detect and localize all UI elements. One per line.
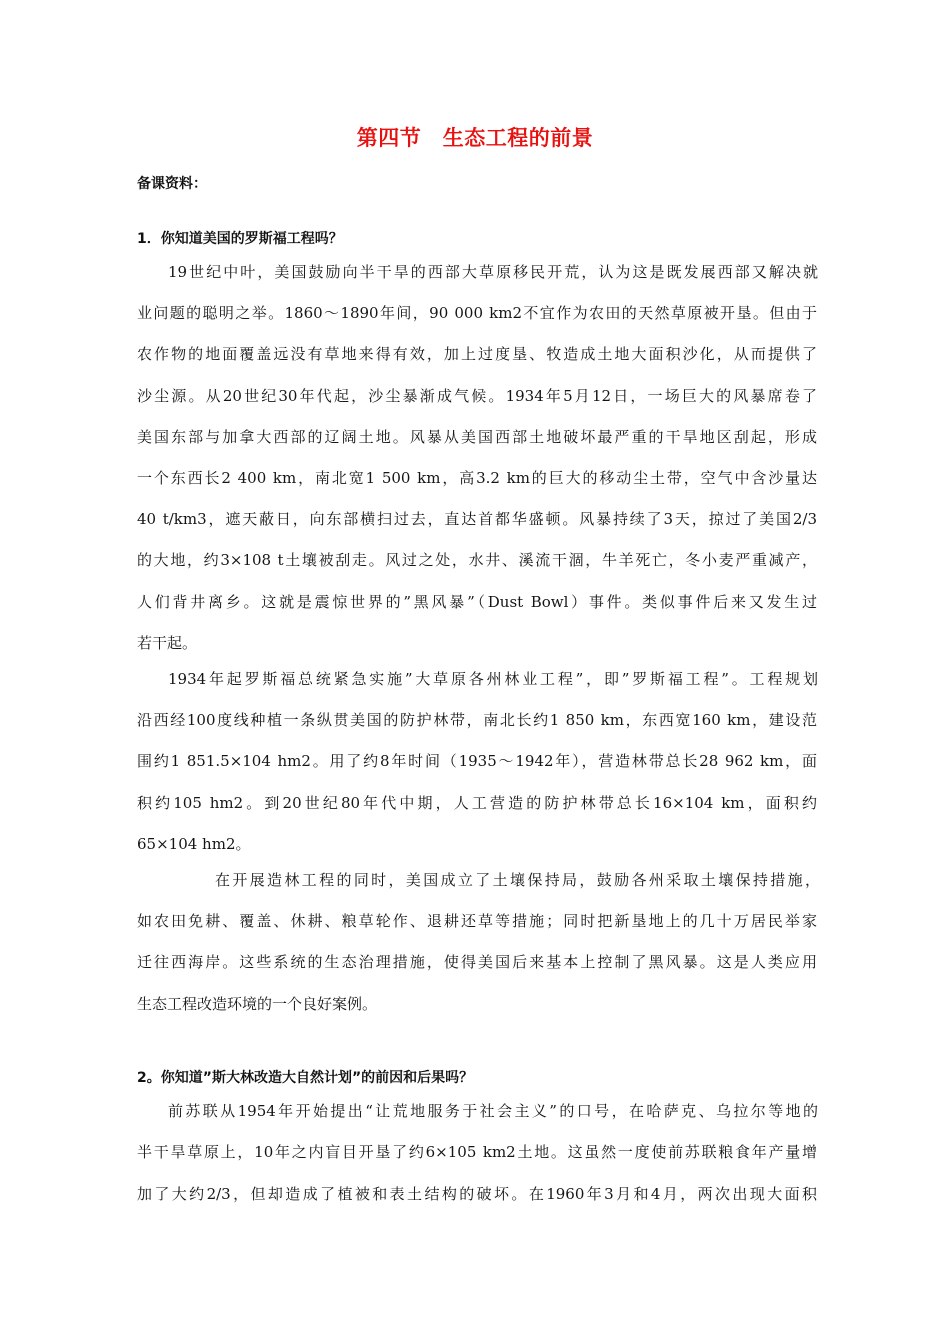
paragraph-line: 人们背井离乡。这就是震惊世界的”黑风暴”（Dust Bowl）事件。类似事件后来又发生过 (137, 593, 817, 611)
paragraph-line: 若干起。 (137, 634, 198, 652)
prep-label: 备课资料： (137, 176, 207, 192)
paragraph-line: 沙尘源。从20世纪30年代起，沙尘暴渐成气候。1934年5月12日，一场巨大的风暴席卷了 (137, 387, 817, 405)
section-2-heading: 2。你知道”斯大林改造大自然计划”的前因和后果吗？ (137, 1070, 474, 1086)
paragraph-line: 在开展造林工程的同时，美国成立了土壤保持局，鼓励各州采取土壤保持措施， (215, 871, 820, 889)
paragraph-line: 加了大约2/3，但却造成了植被和表土结构的破坏。在1960年3月和4月，两次出现大面积 (137, 1185, 817, 1203)
paragraph-line: 生态工程改造环境的一个良好案例。 (137, 995, 378, 1013)
paragraph-line: 半干旱草原上，10年之内盲目开垦了约6×105 km2土地。这虽然一度使前苏联粮食年产量增 (137, 1143, 817, 1161)
paragraph-line: 1934年起罗斯福总统紧急实施”大草原各州林业工程”，即”罗斯福工程”。工程规划 (168, 670, 818, 688)
paragraph-line: 如农田免耕、覆盖、休耕、粮草轮作、退耕还草等措施；同时把新垦地上的几十万居民举家 (137, 912, 817, 930)
paragraph-line: 围约1 851.5×104 hm2。用了约8年时间（1935～1942年），营造林带总长28 962 km，面 (137, 752, 817, 770)
paragraph-line: 积约105 hm2。到20世纪80年代中期，人工营造的防护林带总长16×104 km，面积约 (137, 794, 817, 812)
paragraph-line: 美国东部与加拿大西部的辽阔土地。风暴从美国西部土地破坏最严重的干旱地区刮起，形成 (137, 428, 817, 446)
paragraph-line: 农作物的地面覆盖远没有草地来得有效，加上过度垦、牧造成土地大面积沙化，从而提供了 (137, 345, 817, 363)
paragraph-line: 业问题的聪明之举。1860～1890年间，90 000 km2不宜作为农田的天然草原被开垦。但由于 (137, 304, 817, 322)
paragraph-line: 迁往西海岸。这些系统的生态治理措施，使得美国后来基本上控制了黑风暴。这是人类应用 (137, 953, 817, 971)
paragraph-line: 一个东西长2 400 km，南北宽1 500 km，高3.2 km的巨大的移动尘土带，空气中含沙量达 (137, 469, 817, 487)
paragraph-line: 19世纪中叶，美国鼓励向半干旱的西部大草原移民开荒，认为这是既发展西部又解决就 (168, 263, 818, 281)
paragraph-line: 沿西经100度线种植一条纵贯美国的防护林带，南北长约1 850 km，东西宽160 km，建设范 (137, 711, 817, 729)
paragraph-line: 前苏联从1954年开始提出“让荒地服务于社会主义”的口号，在哈萨克、乌拉尔等地的 (168, 1102, 818, 1120)
paragraph-line: 40 t/km3，遮天蔽日，向东部横扫过去，直达首都华盛顿。风暴持续了3天，掠过了美国2/3 (137, 510, 817, 528)
section-1-heading: 1．你知道美国的罗斯福工程吗？ (137, 231, 343, 247)
paragraph-line: 的大地，约3×108 t土壤被刮走。风过之处，水井、溪流干涸，牛羊死亡，冬小麦严重减产， (137, 551, 817, 569)
paragraph-line: 65×104 hm2。 (137, 835, 251, 853)
page-title: 第四节 生态工程的前景 (356, 126, 594, 150)
